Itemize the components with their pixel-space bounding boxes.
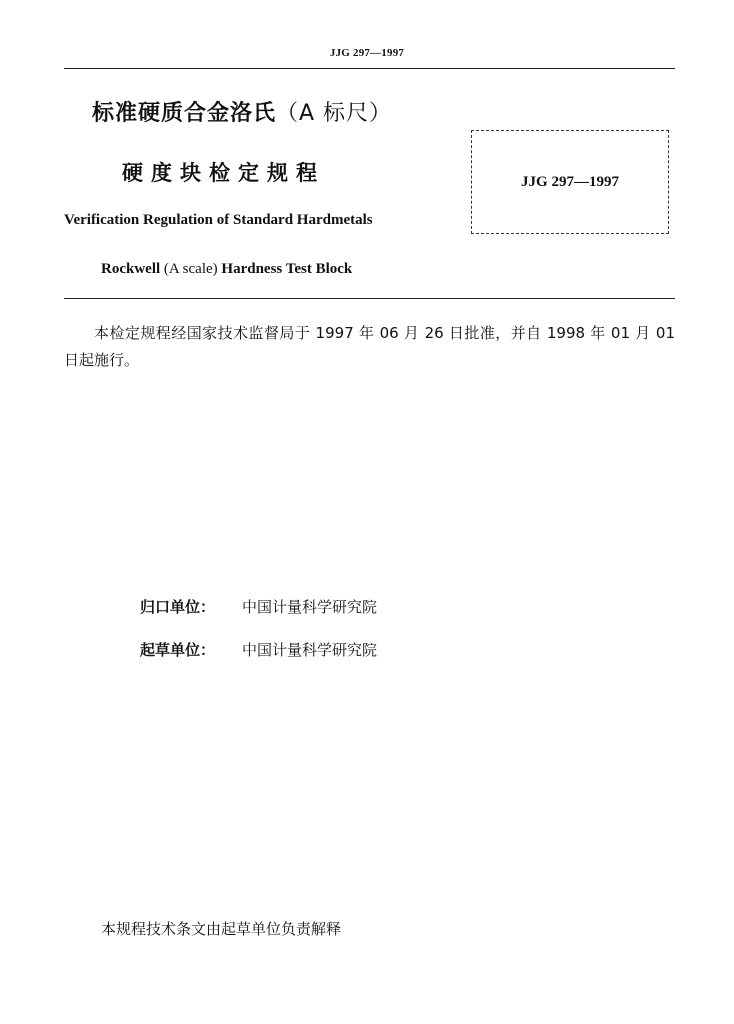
drafting-unit-row: [140, 639, 377, 660]
title-english-paren: (A scale): [160, 261, 222, 277]
header-divider: [64, 68, 675, 69]
drafting-unit-label: 起草单位：: [140, 641, 216, 659]
title-chinese-line-1: [92, 96, 392, 127]
header-standard-code: JJG 297—1997: [329, 47, 405, 59]
responsible-unit-row: [140, 596, 377, 617]
title-english-block: Hardness Test Block: [221, 261, 353, 277]
approval-paragraph: 本检定规程经国家技术监督局于 1997 年 06 月 26 日批准，并自 1998 年 01 月 01 日起施行。: [64, 324, 675, 369]
responsible-unit-value: 中国计量科学研究院: [242, 598, 378, 616]
title-chinese-line-2: 硬度块检定规程: [122, 161, 325, 185]
title-english-line-1: Verification Regulation of Standard Hardmetals: [64, 212, 373, 228]
interpretation-note: 本规程技术条文由起草单位负责解释: [101, 920, 342, 938]
title-chinese-paren: （A 标尺）: [276, 101, 393, 126]
standard-code-box: [471, 130, 669, 234]
title-divider: [64, 298, 675, 299]
title-english-line-2: [101, 261, 352, 278]
title-english-rockwell: Rockwell: [101, 261, 161, 277]
responsible-unit-label: 归口单位：: [140, 598, 216, 616]
drafting-unit-value: 中国计量科学研究院: [242, 641, 378, 659]
standard-code-box-text: JJG 297—1997: [521, 174, 619, 190]
title-chinese-main: 标准硬质合金洛氏: [92, 101, 277, 126]
